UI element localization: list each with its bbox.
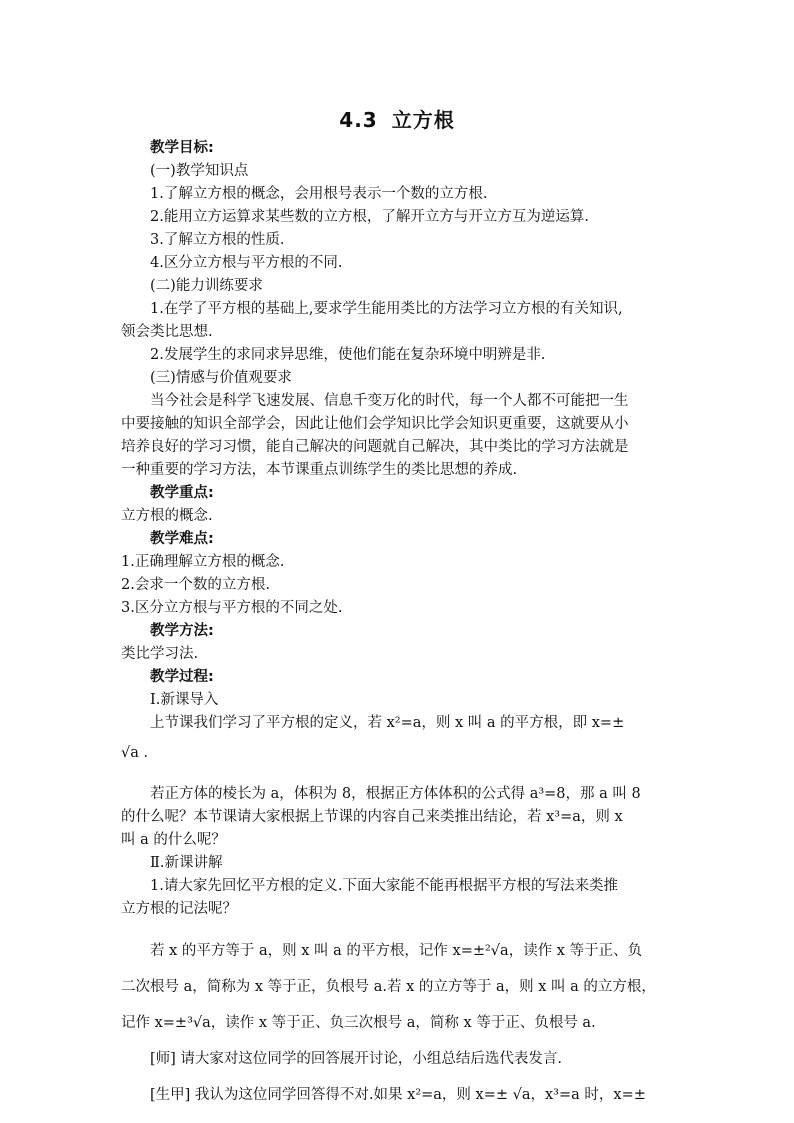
knowledge-item: 1.了解立方根的概念，会用根号表示一个数的立方根. — [150, 186, 488, 202]
paragraph-line: 叫 a 的什么呢？ — [121, 832, 226, 848]
paragraph-line: 上节课我们学习了平方根的定义，若 x²=a，则 x 叫 a 的平方根，即 x=± — [150, 715, 625, 731]
knowledge-item: 4.区分立方根与平方根的不同. — [150, 255, 343, 271]
paragraph-line: 的什么呢？本节课请大家根据上节课的内容自己来类推出结论，若 x³=a，则 x — [121, 809, 623, 825]
paragraph-line: 二次根号 a，简称为 x 等于正，负根号 a.若 x 的立方等于 a，则 x 叫 a 的立方根， — [121, 979, 656, 995]
teacher-line: [师] 请大家对这位同学的回答展开讨论，小组总结后选代表发言. — [150, 1051, 563, 1067]
lesson-title — [0, 104, 794, 133]
heading-objectives: 教学目标: — [150, 140, 214, 156]
subheading-intro: Ⅰ.新课导入 — [150, 692, 219, 708]
method-text: 类比学习法. — [121, 646, 199, 662]
subheading-new-lesson: Ⅱ.新课讲解 — [150, 855, 223, 871]
lesson-body — [121, 137, 674, 1113]
ability-item: 2.发展学生的求同求异思维，使他们能在复杂环境中明辨是非. — [150, 347, 546, 363]
subheading-values: (三)情感与价值观要求 — [150, 370, 292, 386]
difficulty-item: 1.正确理解立方根的概念. — [121, 554, 285, 570]
paragraph-line: 立方根的记法呢？ — [121, 901, 237, 917]
heading-method: 教学方法: — [150, 623, 214, 639]
paragraph-line: 1.请大家先回忆平方根的定义.下面大家能不能再根据平方根的写法来类推 — [150, 878, 618, 894]
knowledge-item: 3.了解立方根的性质. — [150, 232, 285, 248]
ability-item-cont: 领会类比思想. — [121, 324, 213, 340]
heading-difficulty: 教学难点: — [150, 531, 214, 547]
key-point-text: 立方根的概念. — [121, 508, 213, 524]
subheading-knowledge: (一)教学知识点 — [150, 163, 249, 179]
student-line: [生甲] 我认为这位同学回答得不对.如果 x²=a，则 x=± √a，x³=a 时，x=± — [150, 1087, 646, 1103]
paragraph-line: 记作 x=±³√a，读作 x 等于正、负三次根号 a，简称 x 等于正、负根号 a. — [121, 1015, 596, 1031]
section-number: 4.3 — [339, 108, 378, 132]
paragraph-line: 若 x 的平方等于 a，则 x 叫 a 的平方根，记作 x=±²√a，读作 x 等于正、负 — [150, 943, 643, 959]
difficulty-item: 2.会求一个数的立方根. — [121, 577, 270, 593]
ability-item: 1.在学了平方根的基础上,要求学生能用类比的方法学习立方根的有关知识, — [150, 301, 623, 317]
paragraph-line: 若正方体的棱长为 a，体积为 8，根据正方体体积的公式得 a³=8，那 a 叫 8 — [150, 786, 641, 802]
heading-key-point: 教学重点: — [150, 485, 214, 501]
section-title: 立方根 — [391, 108, 455, 132]
subheading-ability: (二)能力训练要求 — [150, 278, 263, 294]
heading-process: 教学过程: — [150, 669, 214, 685]
formula-line: √a . — [121, 745, 149, 761]
paragraph-line: 培养良好的学习习惯，能自己解决的问题就自己解决，其中类比的学习方法就是 — [121, 439, 629, 455]
knowledge-item: 2.能用立方运算求某些数的立方根，了解开立方与开立方互为逆运算. — [150, 209, 589, 225]
paragraph-line: 当今社会是科学飞速发展、信息千变万化的时代，每一个人都不可能把一生 — [150, 393, 629, 409]
paragraph-line: 一种重要的学习方法，本节课重点训练学生的类比思想的养成. — [121, 462, 518, 478]
paragraph-line: 中要接触的知识全部学会，因此让他们会学知识比学会知识更重要，这就要从小 — [121, 416, 629, 432]
difficulty-item: 3.区分立方根与平方根的不同之处. — [121, 600, 343, 616]
